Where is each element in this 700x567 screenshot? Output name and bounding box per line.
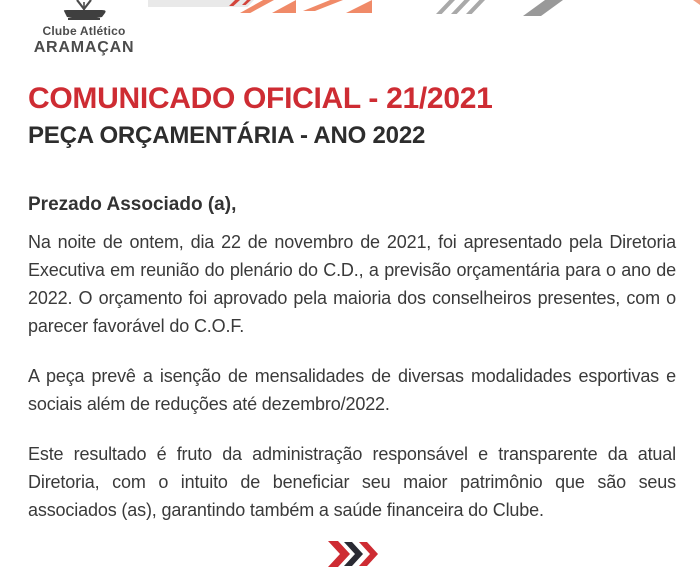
boat-icon: [58, 0, 110, 23]
orange-chevron-fragment-icon: [303, 0, 343, 11]
notice-body: [28, 228, 676, 546]
club-name-line1: Clube Atlético: [42, 24, 126, 38]
page-title: COMUNICADO OFICIAL - 21/2021: [28, 82, 493, 115]
paragraph-3: Este resultado é fruto da administração responsável e transparente da atual Diretoria, com o intuito de beneficiar seu maior patrimônio que são seus associados (as), garantindo também a saúde financeira do Clube.: [28, 444, 676, 520]
orange-triangle-icon: [272, 0, 296, 13]
club-name-line2: ARAMAÇAN: [33, 39, 135, 56]
gray-diagonal-stripe-icon: [436, 0, 455, 14]
paragraph-1: Na noite de ontem, dia 22 de novembro de 2021, foi apresentado pela Diretoria Executiva em reunião do plenário do C.D., a previsão orçamentária para o ano de 2022. O orçamento foi aprovado pela maioria dos conselheiros presentes, com o parecer favorável do C.O.F.: [28, 232, 676, 336]
gray-diagonal-stripe-icon: [466, 0, 485, 14]
page-subtitle: PEÇA ORÇAMENTÁRIA - ANO 2022: [28, 122, 426, 149]
paragraph-2: A peça prevê a isenção de mensalidades de diversas modalidades esportivas e sociais além de reduções até dezembro/2022.: [28, 366, 676, 414]
gray-diagonal-stripe-icon: [451, 0, 470, 14]
salutation: Prezado Associado (a),: [28, 194, 237, 215]
orange-triangle-icon: [346, 0, 372, 13]
orange-corner-fragment-icon: [693, 0, 700, 5]
gray-diagonal-band-icon: [523, 0, 563, 16]
triple-chevron-right-icon: [328, 541, 382, 567]
club-logo: [28, 0, 140, 57]
